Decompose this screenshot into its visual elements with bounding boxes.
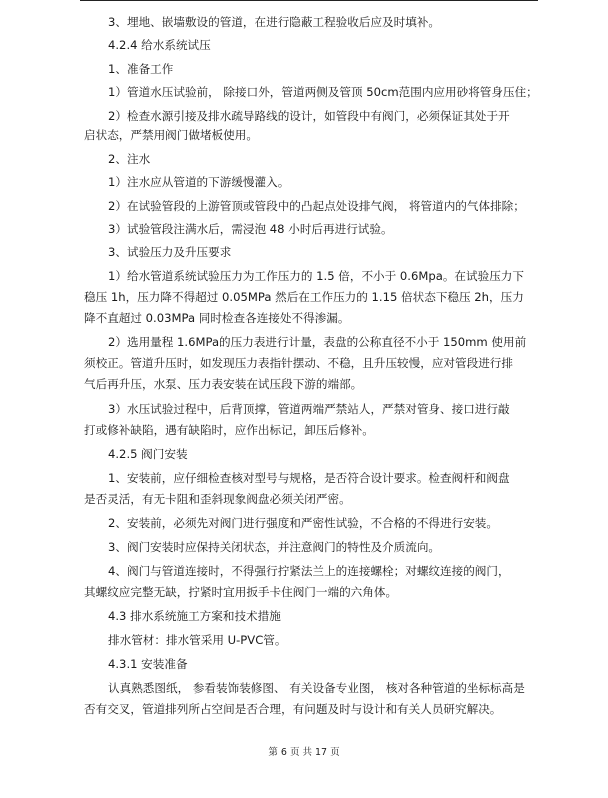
text-line: 2）在试验管段的上游管顶或管段中的凸起点处设排气阀， 将管道内的气体排除； [108, 199, 525, 213]
text-line: 2）检查水源引接及排水疏导路线的设计，如管段中有阀门，必须保证其处于开 [108, 109, 510, 123]
text-line: 3、阀门安装时应保持关闭状态，并注意阀门的特性及介质流向。 [108, 540, 441, 554]
text-line: 否有交叉，管道排列所占空间是否合理，有问题及时与设计和有关人员研究解决。 [84, 702, 502, 716]
text-line: 稳压 1h，压力降不得超过 0.05MPa 然后在工作压力的 1.15 倍状态下稳压 2h，压力 [84, 290, 524, 304]
section-heading: 4.2.5 阀门安装 [108, 447, 188, 461]
text-line: 2、安装前，必须先对阀门进行强度和严密性试验，不合格的不得进行安装。 [108, 516, 498, 530]
text-line: 2）选用量程 1.6MPa的压力表进行计量，表盘的公称直径不小于 150mm 使用前 [108, 335, 527, 349]
text-line: 3、埋地、嵌墙敷设的管道，在进行隐蔽工程验收后应及时填补。 [108, 15, 441, 29]
text-line: 排水管材：排水管采用 U-PVC管。 [108, 633, 287, 647]
text-line: 3、试验压力及升压要求 [108, 245, 232, 259]
page-footer: 第 6 页 共 17 页 [268, 747, 340, 758]
text-line: 3）试验管段注满水后，需浸泡 48 小时后再进行试验。 [108, 222, 393, 236]
section-heading: 4.3.1 安装准备 [108, 657, 188, 671]
text-line: 是否灵活，有无卡阻和歪斜现象阀盘必须关闭严密。 [84, 492, 351, 506]
text-line: 4、阀门与管道连接时，不得强行拧紧法兰上的连接螺栓；对螺纹连接的阀门， [108, 564, 510, 578]
text-line: 2、注水 [108, 152, 151, 166]
top-rule [80, 0, 538, 1]
text-line: 3）水压试验过程中，后背顶撑，管道两端严禁站人，严禁对管身、接口进行敲 [108, 402, 510, 416]
text-line: 1）给水管道系统试验压力为工作压力的 1.5 倍，不小于 0.6Mpa。在试验压力下 [108, 269, 524, 283]
text-line: 降不直超过 0.03MPa 同时检查各连接处不得渗漏。 [84, 311, 350, 325]
text-line: 1）管道水压试验前， 除接口外，管道两侧及管顶 50cm范围内应用砂将管身压住； [108, 85, 538, 99]
text-line: 启状态，严禁用阀门做堵板使用。 [84, 128, 258, 142]
text-line: 须校正。管道升压时，如发现压力表指针摆动、不稳，且升压较慢，应对管段进行排 [84, 356, 513, 370]
text-line: 1、准备工作 [108, 62, 174, 76]
section-heading: 4.3 排水系统施工方案和技术措施 [108, 609, 281, 623]
section-heading: 4.2.4 给水系统试压 [108, 38, 211, 52]
text-line: 1、安装前，应仔细检查核对型号与规格，是否符合设计要求。检查阀杆和阀盘 [108, 471, 510, 485]
text-line: 认真熟悉图纸， 参看装饰装修图、 有关设备专业图， 核对各种管道的坐标标高是 [108, 681, 525, 695]
text-line: 打或修补缺陷，遇有缺陷时，应作出标记，卸压后修补。 [84, 423, 374, 437]
text-line: 1）注水应从管道的下游缓慢灌入。 [108, 175, 290, 189]
text-line: 其螺纹应完整无缺，拧紧时宜用扳手卡住阀门一端的六角体。 [84, 585, 398, 599]
text-line: 气后再升压，水泵、压力表安装在试压段下游的端部。 [84, 377, 363, 391]
